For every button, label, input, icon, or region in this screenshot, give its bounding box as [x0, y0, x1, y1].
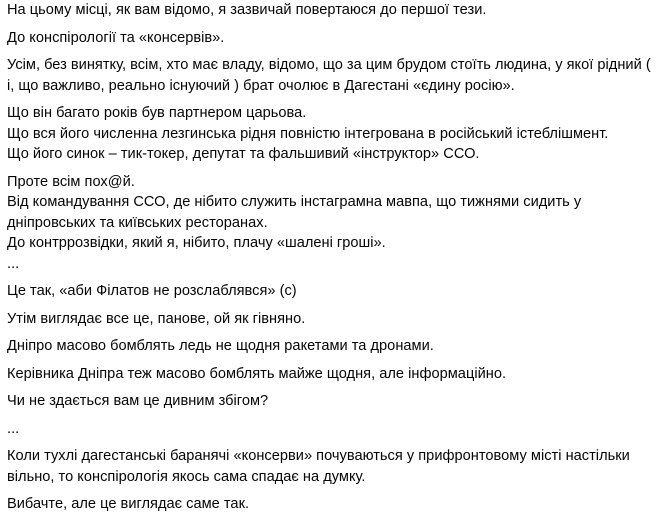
- text-line: Це так, «аби Філатов не розслаблявся» (с): [7, 283, 297, 299]
- text-line: Вибачте, але це виглядає саме так.: [7, 496, 250, 512]
- text-line: Що вся його численна лезгинська рідня повністю інтегрована в російський істеблішмент.: [7, 125, 609, 142]
- paragraph-intro: [7, 0, 663, 21]
- paragraph-question: [7, 391, 663, 412]
- text-line: Керівника Дніпра теж масово бомблять майже щодня, але інформаційно.: [7, 365, 507, 382]
- text-line: і, що важливо, реально існуючий ) брат очолює в Дагестані «єдину росію».: [7, 77, 515, 94]
- text-line: Що він багато років був партнером царьова.: [7, 105, 307, 121]
- post-body: [7, 0, 663, 522]
- paragraph-facts: [7, 103, 663, 165]
- paragraph-claim: [7, 55, 663, 96]
- text-line: Коли тухлі дагестанські баранячі «консерви» почуваються у прифронтовому місті настільки: [7, 448, 630, 464]
- paragraph-head: [7, 364, 663, 385]
- text-line: дніпровських та київських ресторанах.: [7, 214, 268, 231]
- paragraph-topic: [7, 28, 663, 49]
- text-line: вільно, то конспірологія якось сама спадає на думку.: [7, 468, 366, 485]
- text-line: До контррозвідки, який я, нібито, плачу «шалені гроші».: [7, 235, 386, 251]
- text-line: Що його синок – тик-токер, депутат та фальшивий «інструктор» ССО.: [7, 146, 480, 162]
- text-line: Дніпро масово бомблять ледь не щодня ракетами та дронами.: [7, 338, 434, 354]
- text-line: На цьому місці, як вам відомо, я зазвичай повертаюся до першої тези.: [7, 2, 487, 18]
- paragraph-closing: [7, 494, 663, 515]
- text-line: Чи не здається вам це дивним збігом?: [7, 393, 269, 409]
- paragraph-quote: [7, 281, 663, 302]
- text-line: Від командування ССО, де нібито служить інстаграмна мавпа, що тижнями сидить у: [7, 194, 582, 210]
- text-line: До конспірології та «консервів».: [7, 29, 225, 46]
- text-line: Утім виглядає все це, панове, ой як гівняно.: [7, 310, 306, 327]
- paragraph-indifference: [7, 172, 663, 275]
- text-line: ...: [7, 420, 20, 437]
- paragraph-ellipsis: [7, 419, 663, 440]
- paragraph-conclusion: [7, 446, 663, 487]
- text-line: Усім, без винятку, всім, хто має владу, відомо, що за цим брудом стоїть людина, у якої рідний (: [7, 57, 651, 73]
- text-line: Проте всім пох@й.: [7, 173, 135, 190]
- paragraph-appearance: [7, 309, 663, 330]
- text-line: ...: [7, 255, 20, 272]
- paragraph-dnipro: [7, 336, 663, 357]
